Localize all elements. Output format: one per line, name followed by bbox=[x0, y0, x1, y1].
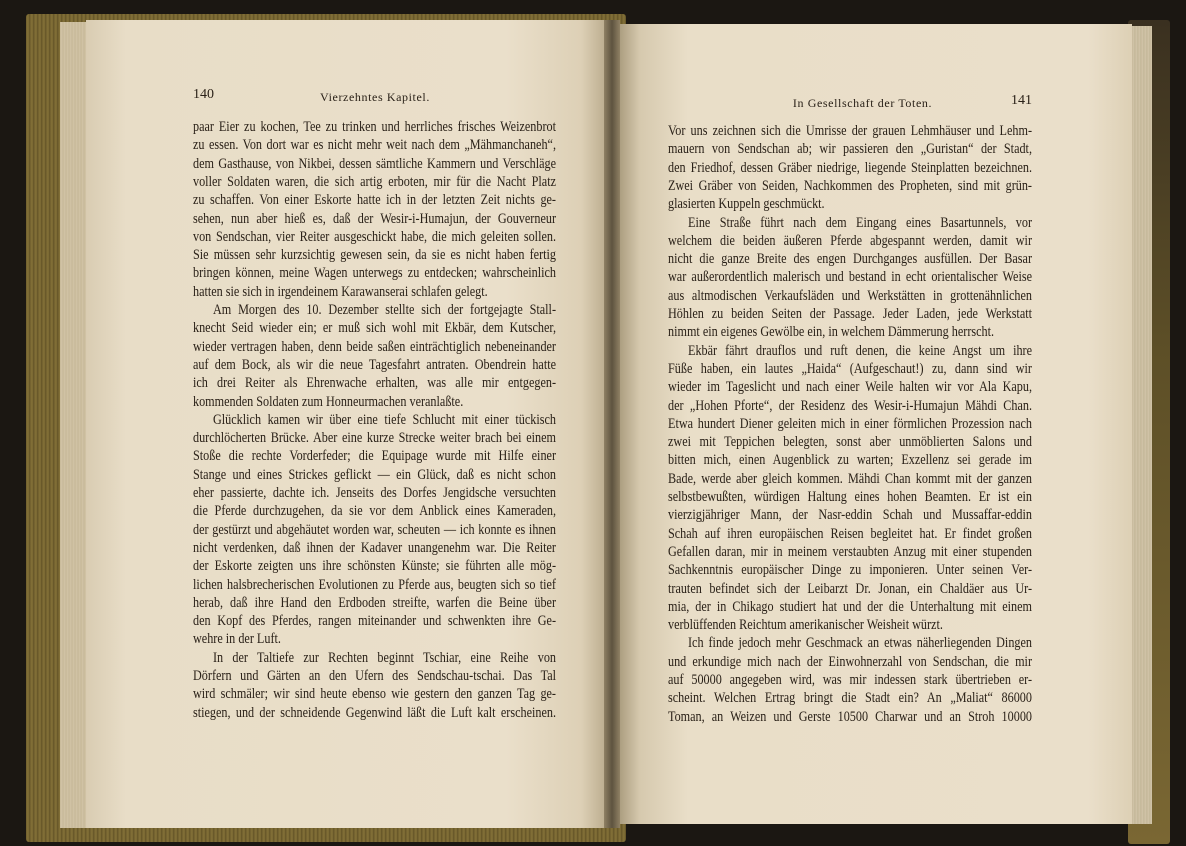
line-text: Füße haben, ein lautes „Haida“ (Aufgeschaut!) zu, dann sind wir bbox=[668, 360, 1032, 377]
text-line bbox=[193, 374, 556, 392]
line-text: stiegen, und der schneidende Gegenwind läßt die Luft kalt erscheinen. bbox=[193, 704, 556, 721]
text-line bbox=[213, 411, 556, 429]
text-line bbox=[668, 323, 1032, 341]
text-line bbox=[193, 173, 556, 191]
line-text: der gestürzt und abgehäutet worden war, scheuten — ich konnte es ihnen bbox=[193, 521, 556, 538]
text-line bbox=[193, 685, 556, 703]
line-text: glasierten Kuppeln geschmückt. bbox=[668, 196, 825, 213]
text-line bbox=[668, 543, 1032, 561]
line-text: auf dem Bock, als wir die neue Tagesfahrt antraten. Obendrein hatte bbox=[193, 356, 556, 373]
text-line bbox=[193, 502, 556, 520]
text-line bbox=[668, 653, 1032, 671]
line-text: die Pferde durchzugehen, da sie vor dem Anblick eines Kameraden, bbox=[193, 503, 556, 520]
line-text: vierzigjähriger Mann, der Nasr-eddin Schah und Mussaffar-eddin bbox=[668, 507, 1033, 524]
line-text: Ekbär fährt drauflos und ruft denen, die keine Angst um ihre bbox=[688, 342, 1033, 359]
line-text: voller Soldaten waren, die sich artig erboten, mir für die Nacht Platz bbox=[193, 173, 556, 190]
line-text: In der Taltiefe zur Rechten beginnt Tschiar, eine Reihe von bbox=[213, 649, 556, 666]
text-line bbox=[193, 539, 556, 557]
line-text: nimmt ein eigenes Gewölbe ein, in welchem Dämmerung herrscht. bbox=[668, 324, 995, 341]
line-text: welchem die beiden äußeren Pferde abgespannt werden, damit wir bbox=[668, 232, 1032, 249]
text-line bbox=[668, 451, 1032, 469]
text-line bbox=[193, 521, 556, 539]
text-line bbox=[668, 708, 1032, 726]
line-text: scheint. Welchen Ertrag bringt die Stadt ein? An „Maliat“ 86000 bbox=[668, 690, 1032, 707]
text-line bbox=[193, 136, 556, 154]
text-line bbox=[668, 159, 1032, 177]
left-page-text bbox=[193, 118, 556, 728]
line-text: Ich finde jedoch mehr Geschmack an etwas näherliegenden Dingen bbox=[688, 635, 1033, 652]
text-line bbox=[193, 612, 556, 630]
line-text: knecht Seid wieder ein; er muß sich wohl mit Ekbär, dem Kutscher, bbox=[193, 320, 556, 337]
line-text: den Friedhof, dessen Gräber niedrige, liegende Steinplatten bezeichnen. bbox=[668, 159, 1033, 176]
text-line bbox=[193, 155, 556, 173]
text-line bbox=[193, 210, 556, 228]
text-line bbox=[668, 287, 1032, 305]
text-line bbox=[193, 557, 556, 575]
right-page-text bbox=[668, 122, 1032, 732]
text-line bbox=[213, 649, 556, 667]
line-text: wieder vertragen haben, denn beide saßen einträchtiglich nebeneinander bbox=[193, 338, 556, 355]
line-text: Vor uns zeichnen sich die Umrisse der grauen Lehmhäuser und Lehm- bbox=[668, 123, 1032, 139]
line-text: bringen können, meine Wagen unterwegs zu entdecken; wahrscheinlich bbox=[193, 265, 556, 282]
line-text: verblüffenden Reichtum amerikanischer Weisheit würzt. bbox=[668, 617, 943, 634]
text-line bbox=[213, 301, 556, 319]
line-text: wehre in der Luft. bbox=[193, 631, 281, 648]
text-line bbox=[668, 525, 1032, 543]
page-number-right: 141 bbox=[1011, 93, 1032, 108]
text-line bbox=[193, 704, 556, 722]
line-text: ich drei Reiter als Ehrenwache erhalten, was alle mir entgegen- bbox=[193, 375, 556, 392]
running-head-right: In Gesellschaft der Toten. bbox=[792, 96, 933, 110]
text-line bbox=[688, 214, 1032, 232]
text-line bbox=[193, 228, 556, 246]
text-line bbox=[668, 397, 1032, 415]
text-line bbox=[193, 447, 556, 465]
text-line bbox=[193, 576, 556, 594]
line-text: den Kopf des Pferdes, rangen miteinander und schwenkten ihre Ge- bbox=[193, 613, 556, 630]
line-text: sehen, nun aber hieß es, daß der Wesir-i-Humajun, der Gouverneur bbox=[193, 210, 557, 227]
line-text: Etwa hundert Diener geleiten mich in einer förmlichen Prozession nach bbox=[668, 415, 1032, 432]
line-text: kommenden Soldaten zum Honneurmachen veranlaßte. bbox=[193, 393, 464, 410]
text-line bbox=[668, 433, 1032, 451]
text-line bbox=[668, 122, 1032, 140]
line-text: zwei mit Teppichen belegten, sonst aber unmöblierten Salons und bbox=[668, 434, 1032, 451]
line-text: Sachkenntnis europäischer Dinge zu imponieren. Unter seinen Ver- bbox=[668, 562, 1033, 579]
text-line bbox=[668, 561, 1032, 579]
text-line bbox=[668, 580, 1032, 598]
text-line bbox=[193, 429, 556, 447]
line-text: und erkundige mich nach der Einwohnerzahl von Sendschan, die mir bbox=[668, 653, 1032, 670]
text-line bbox=[668, 360, 1032, 378]
line-text: Bade, werde aber gleich kommen. Mähdi Chan kommt mit der ganzen bbox=[668, 470, 1033, 487]
line-text: Schah auf ihren europäischen Reisen begleitet hat. Er findet großen bbox=[668, 525, 1033, 542]
line-text: trauten befindet sich der Leibarzt Dr. Jonan, ein Chaldäer aus Ur- bbox=[668, 580, 1033, 597]
text-line bbox=[668, 689, 1032, 707]
text-line bbox=[668, 506, 1032, 524]
text-line bbox=[668, 415, 1032, 433]
text-line bbox=[193, 667, 556, 685]
text-line bbox=[668, 671, 1032, 689]
page-number-left: 140 bbox=[193, 87, 214, 102]
text-line bbox=[193, 594, 556, 612]
text-line bbox=[668, 378, 1032, 396]
line-text: der Eskorte zeigten uns ihre schönsten Künste; sie führten alle mög- bbox=[193, 558, 556, 575]
text-line bbox=[193, 484, 556, 502]
line-text: wird schmäler; wir sind heute ebenso wie gestern den ganzen Tag ge- bbox=[193, 686, 556, 703]
line-text: mia, der in Chikago studiert hat und der die Unterhaltung mit einem bbox=[668, 598, 1032, 615]
text-line bbox=[668, 250, 1032, 268]
text-line bbox=[193, 393, 556, 411]
line-text: Sie müssen sehr kurzsichtig gewesen sein, da sie es nicht haben fertig bbox=[193, 247, 557, 264]
line-text: zu essen. Von dort war es nicht mehr weit nach dem „Mähmanchaneh“, bbox=[193, 137, 556, 154]
line-text: paar Eier zu kochen, Tee zu trinken und herrliches frisches Weizenbrot bbox=[193, 119, 556, 135]
book-gutter bbox=[604, 20, 620, 828]
text-line bbox=[668, 470, 1032, 488]
text-line bbox=[668, 488, 1032, 506]
line-text: Dörfern und Gärten an den Ufern des Sendschau-tschai. Das Tal bbox=[193, 668, 556, 684]
text-line bbox=[668, 598, 1032, 616]
text-line bbox=[193, 466, 556, 484]
running-head-left: Vierzehntes Kapitel. bbox=[320, 90, 430, 104]
line-text: Toman, an Weizen und Gerste 10500 Charwar und an Stroh 10000 bbox=[668, 708, 1033, 725]
line-text: von Sendschan, vier Reiter ausgeschickt habe, die mich geleiten sollen. bbox=[193, 228, 556, 245]
text-line bbox=[688, 634, 1032, 652]
text-line bbox=[193, 319, 556, 337]
line-text: hatten sie sich in irgendeinem Karawanserai schlafen gelegt. bbox=[193, 283, 488, 300]
line-text: bitten mich, einen Augenblick zu warten; Exzellenz sei gerade im bbox=[668, 452, 1033, 469]
line-text: Höhlen zu beiden Seiten der Passage. Jeder Laden, jede Werkstatt bbox=[668, 306, 1032, 322]
text-line bbox=[668, 616, 1032, 634]
text-line bbox=[193, 264, 556, 282]
line-text: mauern von Sendschan ab; wir passieren den „Guristan“ der Stadt, bbox=[668, 141, 1032, 158]
text-line bbox=[668, 305, 1032, 323]
line-text: Zwei Gräber von Seiden, Nachkommen des Propheten, sind mit grün- bbox=[668, 177, 1032, 194]
line-text: Gefallen daran, mir in meinem verstaubten Anzug mit einer stupenden bbox=[668, 543, 1032, 560]
line-text: Eine Straße führt nach dem Eingang eines Basartunnels, vor bbox=[688, 214, 1033, 231]
line-text: selbstbewußten, würdigen Haltung eines hohen Beamten. Er ist ein bbox=[668, 489, 1032, 505]
text-line bbox=[668, 140, 1032, 158]
line-text: wieder im Tageslicht und nach einer Weile halten wir vor Ala Kapu, bbox=[668, 379, 1033, 396]
text-line bbox=[193, 356, 556, 374]
line-text: dem Gasthause, von Nikbei, dessen sämtliche Kammern und Verschläge bbox=[193, 155, 556, 172]
text-line bbox=[193, 630, 556, 648]
line-text: nicht die ganze Breite des engen Durchganges ausfüllen. Der Basar bbox=[668, 251, 1033, 268]
line-text: eher passierte, dachte ich. Jenseits des Dorfes Jengidsche versuchten bbox=[193, 485, 556, 501]
line-text: lichen halsbrecherischen Evolutionen zu Pferde aus, beugten sich so tief bbox=[193, 576, 556, 593]
text-line bbox=[668, 268, 1032, 286]
text-line bbox=[668, 195, 1032, 213]
line-text: nicht verdenken, daß ihnen der Kadaver unangenehm war. Die Reiter bbox=[193, 539, 556, 556]
text-line bbox=[668, 232, 1032, 250]
line-text: Glücklich kamen wir über eine tiefe Schlucht mit einer tückisch bbox=[213, 411, 556, 428]
text-line bbox=[688, 342, 1032, 360]
line-text: war außerordentlich malerisch und bestand in echt orientalischer Weise bbox=[668, 269, 1032, 286]
line-text: zu schaffen. Von einer Eskorte hatte ich in der letzten Zeit nichts ge- bbox=[193, 192, 556, 209]
line-text: auf 50000 angegeben wird, was mir indessen stark übertrieben er- bbox=[668, 672, 1033, 688]
text-line bbox=[193, 191, 556, 209]
line-text: durchlöcherten Brücke. Aber eine kurze Strecke weiter brach bei einem bbox=[193, 430, 556, 447]
text-line bbox=[193, 118, 556, 136]
line-text: herab, daß ihre Hand den Erdboden streifte, warfen die Beine über bbox=[193, 594, 557, 611]
text-line bbox=[668, 177, 1032, 195]
text-line bbox=[193, 246, 556, 264]
line-text: aus altmodischen Verkaufsläden und Werkstätten in grottenähnlichen bbox=[668, 287, 1032, 304]
text-line bbox=[193, 338, 556, 356]
line-text: Stange und eines Strickes geflickt — ein Glück, daß es nicht schon bbox=[193, 466, 556, 483]
line-text: Am Morgen des 10. Dezember stellte sich der fortgejagte Stall- bbox=[213, 302, 557, 318]
text-line bbox=[193, 283, 556, 301]
line-text: Stoße die rechte Vorderfeder; die Equipage wurde mit Hilfe einer bbox=[193, 448, 556, 465]
line-text: der „Hohen Pforte“, der Residenz des Wesir-i-Humajun Mähdi Chan. bbox=[668, 397, 1032, 414]
